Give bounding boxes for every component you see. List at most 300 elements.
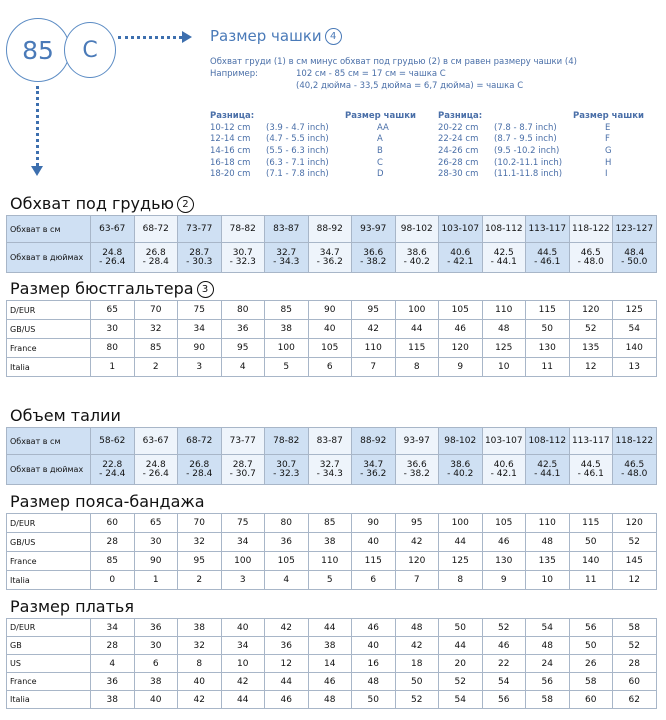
size-cell: 115 <box>569 514 613 533</box>
underbust-title: Обхват под грудью 2 <box>10 194 194 213</box>
size-cell: 38 <box>91 691 135 709</box>
inch-range-cell <box>221 243 265 273</box>
inch-range-from: 38.6 <box>406 247 427 258</box>
size-cell: 13 <box>613 358 657 377</box>
size-cell: 2 <box>178 571 222 590</box>
inch-range-from: 46.5 <box>580 247 601 258</box>
size-cell: 40 <box>352 533 396 552</box>
diff-range <box>438 122 573 134</box>
size-cell: 40 <box>308 320 352 339</box>
cm-range-cell: 108-112 <box>482 216 526 243</box>
row-label: D/EUR <box>7 301 91 320</box>
size-cell: 0 <box>91 571 135 590</box>
diff-range <box>210 122 345 134</box>
size-cell: 50 <box>352 691 396 709</box>
dress-size-title: Размер платья <box>10 597 134 616</box>
inch-range-to: - 46.1 <box>534 256 561 267</box>
size-cell: 5 <box>308 571 352 590</box>
diff-inch: (4.7 - 5.5 inch) <box>266 134 329 145</box>
inch-range-from: 42.5 <box>537 459 558 470</box>
inch-range-to: - 28.4 <box>142 256 169 267</box>
size-cell: 10 <box>526 571 570 590</box>
size-cell: 70 <box>178 514 222 533</box>
size-cell: 58 <box>613 619 657 637</box>
size-cell: 11 <box>569 571 613 590</box>
list-item <box>438 157 644 169</box>
inch-range-from: 28.7 <box>189 247 210 258</box>
inch-range-to: - 32.3 <box>273 468 300 479</box>
diff-inch: (11.1-11.8 inch) <box>494 169 563 180</box>
table-row <box>7 301 657 320</box>
diff-cm: 10-12 cm <box>210 122 251 133</box>
cm-row-label: Обхват в см <box>7 428 91 455</box>
inch-range-from: 32.7 <box>319 459 340 470</box>
row-label: GB/US <box>7 533 91 552</box>
table-row <box>7 673 657 691</box>
size-cell: 46 <box>308 673 352 691</box>
size-cell: 42 <box>265 619 309 637</box>
cm-range-cell: 83-87 <box>308 428 352 455</box>
bra-size-table <box>6 300 657 377</box>
inch-range-cell <box>569 455 613 485</box>
cm-range-cell: 98-102 <box>439 428 483 455</box>
table-row <box>7 637 657 655</box>
size-cell: 95 <box>221 339 265 358</box>
cm-range-cell: 88-92 <box>352 428 396 455</box>
diff-inch: (7.1 - 7.8 inch) <box>266 169 329 180</box>
cup-letter: AA <box>377 122 389 133</box>
cup-size-description: Обхват груди (1) в см минус обхват под грудью (2) в см равен размеру чашки (4) <box>210 57 577 67</box>
size-cell: 100 <box>265 339 309 358</box>
diff-range <box>210 157 345 169</box>
size-cell: 56 <box>526 673 570 691</box>
arrow-down-icon <box>31 166 43 176</box>
list-item <box>438 134 644 146</box>
cm-range-cell: 78-82 <box>221 216 265 243</box>
inch-range-to: - 36.2 <box>360 468 387 479</box>
cup-table-left <box>210 109 416 180</box>
size-cell: 3 <box>221 571 265 590</box>
size-cell: 26 <box>569 655 613 673</box>
cm-range-cell: 103-107 <box>482 428 526 455</box>
diff-cm: 12-14 cm <box>210 134 251 145</box>
cm-range-cell: 73-77 <box>221 428 265 455</box>
cup-letter: E <box>605 122 611 133</box>
size-cell: 28 <box>613 655 657 673</box>
cm-range-cell: 123-127 <box>613 216 657 243</box>
size-cell: 115 <box>526 301 570 320</box>
size-cell: 46 <box>265 691 309 709</box>
cup-letter: I <box>605 169 608 180</box>
inch-range-to: - 38.2 <box>403 468 430 479</box>
inch-range-cell <box>526 243 570 273</box>
list-item <box>438 145 644 157</box>
size-cell: 48 <box>395 619 439 637</box>
size-cell: 44 <box>395 320 439 339</box>
size-cell: 95 <box>352 301 396 320</box>
inch-range-cell <box>91 243 135 273</box>
size-cell: 40 <box>221 619 265 637</box>
size-cell: 58 <box>526 691 570 709</box>
size-cell: 50 <box>395 673 439 691</box>
cup-header: Размер чашки <box>573 110 644 121</box>
circled-number-4: 4 <box>325 28 342 45</box>
bra-size-title: Размер бюстгальтера 3 <box>10 279 214 298</box>
inch-range-cell <box>265 243 309 273</box>
size-cell: 125 <box>439 552 483 571</box>
size-cell: 40 <box>178 673 222 691</box>
size-cell: 34 <box>178 320 222 339</box>
inch-range-from: 40.6 <box>450 247 471 258</box>
size-cell: 60 <box>91 514 135 533</box>
row-label: Italia <box>7 691 91 709</box>
size-cell: 48 <box>526 637 570 655</box>
row-label: D/EUR <box>7 619 91 637</box>
list-item <box>438 168 644 180</box>
size-cell: 30 <box>134 533 178 552</box>
inch-range-from: 32.7 <box>276 247 297 258</box>
cm-range-cell: 108-112 <box>526 428 570 455</box>
inch-range-from: 34.7 <box>319 247 340 258</box>
inch-range-to: - 46.1 <box>577 468 604 479</box>
size-cell: 48 <box>482 320 526 339</box>
cm-row-label: Обхват в см <box>7 216 91 243</box>
diff-inch: (10.2-11.1 inch) <box>494 157 563 168</box>
inch-range-from: 26.8 <box>189 459 210 470</box>
cup-letter: G <box>605 145 612 156</box>
cm-range-cell: 68-72 <box>134 216 178 243</box>
size-cell: 32 <box>178 637 222 655</box>
size-cell: 62 <box>613 691 657 709</box>
cm-row <box>7 428 657 455</box>
size-cell: 75 <box>178 301 222 320</box>
table-row <box>7 552 657 571</box>
inch-range-to: - 34.3 <box>273 256 300 267</box>
size-cell: 3 <box>178 358 222 377</box>
size-cell: 32 <box>134 320 178 339</box>
size-cell: 110 <box>482 301 526 320</box>
size-cell: 36 <box>265 533 309 552</box>
size-cell: 80 <box>221 301 265 320</box>
size-cell: 48 <box>308 691 352 709</box>
inch-range-cell <box>91 455 135 485</box>
cm-range-cell: 63-67 <box>91 216 135 243</box>
dress-size-table <box>6 618 657 709</box>
size-cell: 34 <box>91 619 135 637</box>
size-cell: 44 <box>221 691 265 709</box>
inch-range-to: - 36.2 <box>316 256 343 267</box>
list-item <box>210 145 416 157</box>
size-cell: 120 <box>439 339 483 358</box>
inch-range-cell <box>352 243 396 273</box>
table-row <box>7 691 657 709</box>
size-cell: 9 <box>482 571 526 590</box>
inch-range-to: - 34.3 <box>316 468 343 479</box>
size-cell: 95 <box>178 552 222 571</box>
diff-cm: 28-30 cm <box>438 169 479 180</box>
cm-range-cell: 88-92 <box>308 216 352 243</box>
size-cell: 46 <box>352 619 396 637</box>
size-cell: 2 <box>134 358 178 377</box>
diff-cm: 26-28 cm <box>438 157 479 168</box>
diff-range <box>438 157 573 169</box>
size-cell: 80 <box>265 514 309 533</box>
size-cell: 7 <box>395 571 439 590</box>
size-cell: 34 <box>221 533 265 552</box>
cup-letter: D <box>377 169 384 180</box>
diff-range <box>210 134 345 146</box>
size-cell: 52 <box>439 673 483 691</box>
inch-range-to: - 50.0 <box>621 256 648 267</box>
cm-range-cell: 93-97 <box>395 428 439 455</box>
row-label: France <box>7 552 91 571</box>
cm-range-cell: 68-72 <box>178 428 222 455</box>
inch-range-to: - 26.4 <box>142 468 169 479</box>
waist-title: Объем талии <box>10 406 121 425</box>
size-cell: 120 <box>395 552 439 571</box>
inch-range-to: - 48.0 <box>577 256 604 267</box>
cm-range-cell: 103-107 <box>439 216 483 243</box>
list-item <box>210 122 416 134</box>
cup-header: Размер чашки <box>345 110 416 121</box>
size-cell: 130 <box>482 552 526 571</box>
size-cell: 105 <box>308 339 352 358</box>
diff-inch: (3.9 - 4.7 inch) <box>266 122 329 133</box>
diff-range <box>210 168 345 180</box>
size-cell: 42 <box>395 533 439 552</box>
example-line-1: 102 см - 85 см = 17 см = чашка С <box>296 69 446 79</box>
size-cell: 36 <box>221 320 265 339</box>
size-cell: 8 <box>178 655 222 673</box>
cm-range-cell: 78-82 <box>265 428 309 455</box>
size-cell: 30 <box>134 637 178 655</box>
diff-range <box>438 134 573 146</box>
underbust-table <box>6 215 657 273</box>
inch-range-from: 30.7 <box>232 247 253 258</box>
band-size-badge <box>6 18 70 82</box>
inch-range-from: 42.5 <box>493 247 514 258</box>
size-cell: 85 <box>308 514 352 533</box>
inch-range-from: 36.6 <box>363 247 384 258</box>
size-cell: 90 <box>134 552 178 571</box>
inch-range-cell <box>134 243 178 273</box>
inch-range-to: - 24.4 <box>99 468 126 479</box>
size-cell: 100 <box>221 552 265 571</box>
size-cell: 11 <box>526 358 570 377</box>
size-cell: 46 <box>482 637 526 655</box>
cup-size-badge <box>64 22 116 78</box>
table-row <box>7 339 657 358</box>
size-cell: 4 <box>91 655 135 673</box>
size-cell: 18 <box>395 655 439 673</box>
example-line-2: (40,2 дюйма - 33,5 дюйма = 6,7 дюйма) = чашка С <box>296 81 524 91</box>
row-label: GB/US <box>7 320 91 339</box>
cm-range-cell: 118-122 <box>569 216 613 243</box>
size-cell: 1 <box>91 358 135 377</box>
inch-range-from: 40.6 <box>493 459 514 470</box>
inch-range-cell <box>482 243 526 273</box>
inch-range-cell <box>221 455 265 485</box>
inch-range-to: - 40.2 <box>403 256 430 267</box>
size-cell: 12 <box>613 571 657 590</box>
size-cell: 85 <box>265 301 309 320</box>
size-cell: 38 <box>308 637 352 655</box>
size-cell: 120 <box>569 301 613 320</box>
table-row <box>7 320 657 339</box>
size-cell: 52 <box>613 533 657 552</box>
size-cell: 6 <box>134 655 178 673</box>
inch-row <box>7 455 657 485</box>
size-cell: 115 <box>352 552 396 571</box>
size-cell: 135 <box>569 339 613 358</box>
size-cell: 85 <box>134 339 178 358</box>
size-cell: 42 <box>178 691 222 709</box>
inch-range-cell <box>178 455 222 485</box>
girdle-size-title: Размер пояса-бандажа <box>10 492 205 511</box>
list-item <box>210 134 416 146</box>
size-cell: 5 <box>265 358 309 377</box>
size-cell: 130 <box>526 339 570 358</box>
size-cell: 58 <box>569 673 613 691</box>
girdle-size-table <box>6 513 657 590</box>
size-cell: 20 <box>439 655 483 673</box>
size-cell: 140 <box>613 339 657 358</box>
size-cell: 40 <box>352 637 396 655</box>
table-row <box>7 533 657 552</box>
table-row <box>7 619 657 637</box>
size-cell: 105 <box>482 514 526 533</box>
size-cell: 6 <box>352 571 396 590</box>
diff-inch: (5.5 - 6.3 inch) <box>266 145 329 156</box>
inch-range-to: - 30.7 <box>229 468 256 479</box>
inch-range-cell <box>395 243 439 273</box>
size-cell: 7 <box>352 358 396 377</box>
diff-cm: 16-18 cm <box>210 157 251 168</box>
size-cell: 12 <box>265 655 309 673</box>
size-cell: 70 <box>134 301 178 320</box>
size-cell: 8 <box>395 358 439 377</box>
size-cell: 36 <box>134 619 178 637</box>
band-size-value: 85 <box>22 35 54 65</box>
arrow-right-icon <box>182 31 192 43</box>
dotted-arrow-right <box>118 36 182 39</box>
size-cell: 4 <box>221 358 265 377</box>
size-cell: 24 <box>526 655 570 673</box>
row-label: Italia <box>7 358 91 377</box>
size-cell: 28 <box>91 637 135 655</box>
inch-range-cell <box>569 243 613 273</box>
inch-range-cell <box>178 243 222 273</box>
diff-inch: (6.3 - 7.1 inch) <box>266 157 329 168</box>
size-cell: 90 <box>308 301 352 320</box>
cm-range-cell: 113-117 <box>569 428 613 455</box>
inch-range-to: - 44.1 <box>534 468 561 479</box>
size-cell: 145 <box>613 552 657 571</box>
size-cell: 52 <box>613 637 657 655</box>
table-row <box>7 655 657 673</box>
size-cell: 110 <box>308 552 352 571</box>
size-cell: 46 <box>482 533 526 552</box>
inch-range-from: 48.4 <box>624 247 645 258</box>
inch-range-to: - 26.4 <box>99 256 126 267</box>
inch-range-cell <box>613 243 657 273</box>
diff-cm: 20-22 cm <box>438 122 479 133</box>
list-item <box>210 168 416 180</box>
diff-cm: 14-16 cm <box>210 145 251 156</box>
size-cell: 110 <box>352 339 396 358</box>
size-cell: 54 <box>482 673 526 691</box>
size-cell: 80 <box>91 339 135 358</box>
inch-range-to: - 42.1 <box>447 256 474 267</box>
diff-header: Разница: <box>210 110 255 121</box>
size-cell: 4 <box>265 571 309 590</box>
row-label: Italia <box>7 571 91 590</box>
size-cell: 85 <box>91 552 135 571</box>
size-cell: 46 <box>439 320 483 339</box>
size-cell: 52 <box>395 691 439 709</box>
inch-range-cell <box>439 243 483 273</box>
row-label: D/EUR <box>7 514 91 533</box>
inch-range-cell <box>134 455 178 485</box>
cup-size-title: Размер чашки 4 <box>210 27 342 45</box>
cup-letter: C <box>377 157 383 168</box>
size-cell: 36 <box>265 637 309 655</box>
inch-range-from: 34.7 <box>363 459 384 470</box>
size-cell: 50 <box>526 320 570 339</box>
size-cell: 32 <box>178 533 222 552</box>
inch-range-cell <box>308 243 352 273</box>
size-cell: 54 <box>613 320 657 339</box>
size-cell: 135 <box>526 552 570 571</box>
size-cell: 48 <box>352 673 396 691</box>
diff-inch: (7.8 - 8.7 inch) <box>494 122 557 133</box>
row-label: US <box>7 655 91 673</box>
size-cell: 44 <box>439 637 483 655</box>
list-item <box>210 157 416 169</box>
size-cell: 120 <box>613 514 657 533</box>
diff-range <box>210 145 345 157</box>
size-cell: 42 <box>221 673 265 691</box>
cm-range-cell: 83-87 <box>265 216 309 243</box>
inch-range-cell <box>265 455 309 485</box>
inch-range-from: 44.5 <box>580 459 601 470</box>
size-cell: 50 <box>569 637 613 655</box>
inch-range-to: - 38.2 <box>360 256 387 267</box>
size-cell: 38 <box>178 619 222 637</box>
row-label: GB <box>7 637 91 655</box>
inch-range-to: - 32.3 <box>229 256 256 267</box>
size-cell: 95 <box>395 514 439 533</box>
cm-range-cell: 98-102 <box>395 216 439 243</box>
size-cell: 65 <box>91 301 135 320</box>
size-cell: 28 <box>91 533 135 552</box>
size-cell: 8 <box>439 571 483 590</box>
table-row <box>7 358 657 377</box>
cm-range-cell: 93-97 <box>352 216 396 243</box>
size-cell: 65 <box>134 514 178 533</box>
inch-range-to: - 44.1 <box>490 256 517 267</box>
inch-range-cell <box>613 455 657 485</box>
inch-range-cell <box>482 455 526 485</box>
size-cell: 12 <box>569 358 613 377</box>
inch-range-from: 24.8 <box>145 459 166 470</box>
size-cell: 10 <box>482 358 526 377</box>
size-cell: 42 <box>352 320 396 339</box>
size-cell: 75 <box>221 514 265 533</box>
size-cell: 140 <box>569 552 613 571</box>
size-cell: 30 <box>91 320 135 339</box>
size-cell: 52 <box>482 619 526 637</box>
